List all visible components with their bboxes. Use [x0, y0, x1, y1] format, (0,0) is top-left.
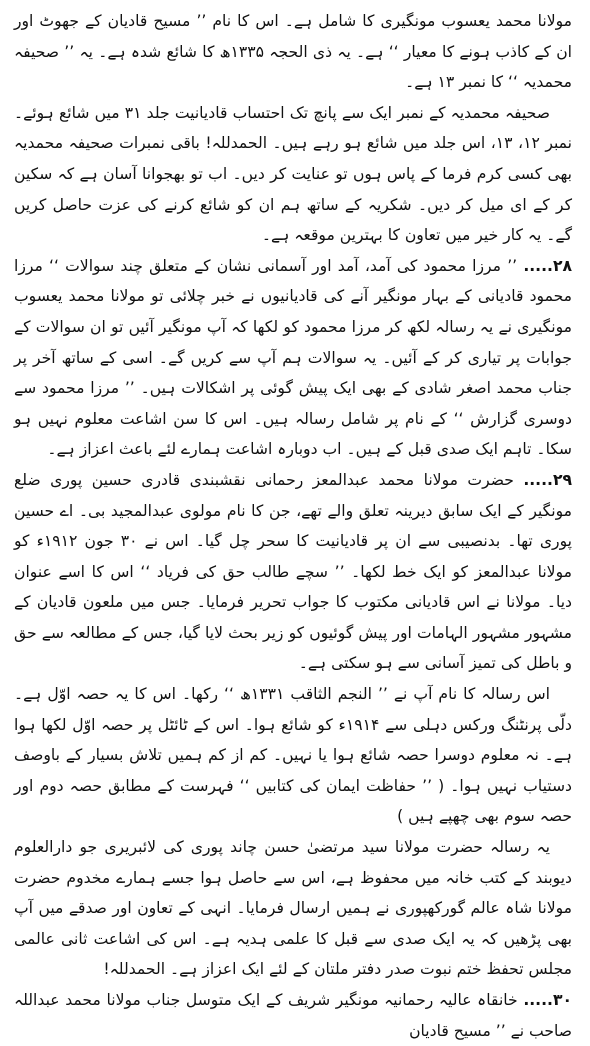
paragraph-number: ۲۹.....	[523, 470, 572, 489]
paragraph-text: اس رسالہ کا نام آپ نے ’’ النجم الثاقب ۱۳۳۱ھ ‘‘ رکھا۔ اس کا یہ حصہ اوّل ہے۔ دلّی پرنٹنگ ورکس دہلی سے ۱۹۱۴ء کو شائع ہوا۔ اس کے ٹائٹل پر حصہ اوّل لکھا ہوا ہے۔ نہ معلوم دوسرا حصہ شائع ہوا یا نہیں۔ کم از کم ہمیں تلاش بسیار کے باوصف دستیاب نہیں ہوا۔ ( ’’ حفاظت ایمان کی کتابیں ‘‘ فہرست کے مطابق حصہ دوم اور حصہ سوم بھی چھپے ہیں )	[14, 685, 573, 826]
paragraph-text: حضرت مولانا محمد عبدالمعز رحمانی نقشبندی قادری حسین پوری ضلع مونگیر کے ایک سابق دیرینہ تعلق والے تھے، جن کا نام مولوی عبدالمجید بی۔ اے حسین پوری تھا۔ بدنصیبی سے ان پر قادیانیت کا سحر چل گیا۔ اس نے ۳۰ جون ۱۹۱۲ء کو مولانا عبدالمعز کو ایک خط لکھا۔ ’’ سچے طالب حق کی فریاد ‘‘ اس کا اسے عنوان دیا۔ مولانا نے اس قادیانی مکتوب کا جواب تحریر فرمایا۔ جس میں ملعون قادیان کے مشہور مشہور الہامات اور پیش گوئیوں کو زیر بحث لایا گیا، جس کے مطالعہ سے حق و باطل کی تمیز آسانی سے ہو سکتی ہے۔	[14, 470, 572, 673]
paragraph-29	[14, 465, 572, 679]
paragraph-30	[14, 985, 572, 1046]
paragraph-29-continued	[14, 679, 572, 832]
paragraph-text: یہ رسالہ حضرت مولانا سید مرتضیٰ حسن چاند پوری کی لائبریری جو دارالعلوم دیوبند کے کتب خانہ میں محفوظ ہے، اس سے حاصل ہوا جسے ہمارے مخدوم حضرت مولانا شاہ عالم گورکھپوری نے ہمیں ارسال فرمایا۔ انہی کے تعاون اور صدقے میں آپ بھی پڑھیں کہ یہ ایک صدی سے قبل کا علمی ہدیہ ہے۔ اس کی اشاعت ثانی عالمی مجلس تحفظ ختم نبوت صدر دفتر ملتان کے لئے ایک اعزاز ہے۔ الحمدللہ!	[14, 838, 572, 979]
paragraph-text: ’’ مرزا محمود کی آمد، آمد اور آسمانی نشان کے متعلق چند سوالات ‘‘ مرزا محمود قادیانی کے بہار مونگیر آنے کی قادیانیوں نے خبر چلائی تو مولانا محمد یعسوب مونگیری نے یہ رسالہ لکھ کر مرزا محمود کو لکھا کہ آپ مونگیر آئیں تو ان سوالات کے جوابات پر تیاری کر کے آئیں۔ یہ سوالات ہم آپ سے کریں گے۔ اسی کے ساتھ آخر پر جناب محمد اصغر شادی کے بھی ایک پیش گوئی پر اشکالات ہیں۔ ’’ مرزا محمود سے دوسری گزارش ‘‘ کے نام پر شامل رسالہ ہیں۔ اس کا سن اشاعت معلوم نہیں ہو سکا۔ تاہم ایک صدی قبل کے ہیں۔ اب دوبارہ اشاعت ہمارے لئے باعث اعزاز ہے۔	[14, 256, 572, 459]
paragraph-text: صحیفہ محمدیہ کے نمبر ایک سے پانچ تک احتساب قادیانیت جلد ۳۱ میں شائع ہوئے۔ نمبر ۱۲، ۱۳، اس جلد میں شائع ہو رہے ہیں۔ الحمدللہ! باقی نمبرات صحیفہ محمدیہ بھی کسی کرم فرما کے پاس ہوں تو عنایت کر دیں۔ اب تو بھجوانا آسان ہے کہ سکین کر کے ای میل کر دیں۔ شکریہ کے ساتھ ہم ان کو شائع کرنے کی عزت حاصل کریں گے۔ یہ کار خیر میں تعاون کا بہترین موقعہ ہے۔	[14, 103, 573, 245]
paragraph-2	[14, 98, 572, 251]
paragraph-29-source	[14, 832, 572, 985]
paragraph-text: مولانا محمد یعسوب مونگیری کا شامل ہے۔ اس کا نام ’’ مسیح قادیان کے جھوٹ اور ان کے کاذب ہونے کا معیار ‘‘ ہے۔ یہ ذی الحجہ ۱۳۳۵ھ کا شائع شدہ ہے۔ یہ ’’ صحیفہ محمدیہ ‘‘ کا نمبر ۱۳ ہے۔	[14, 12, 572, 92]
paragraph-number: ۳۰.....	[523, 991, 572, 1009]
paragraph-text: خانقاہ عالیہ رحمانیہ مونگیر شریف کے ایک متوسل جناب مولانا محمد عبداللہ صاحب نے ’’ مسیح قادیان	[14, 991, 572, 1040]
paragraph-number: ۲۸.....	[523, 256, 572, 275]
paragraph-28	[14, 251, 572, 465]
paragraph-1	[14, 6, 572, 98]
